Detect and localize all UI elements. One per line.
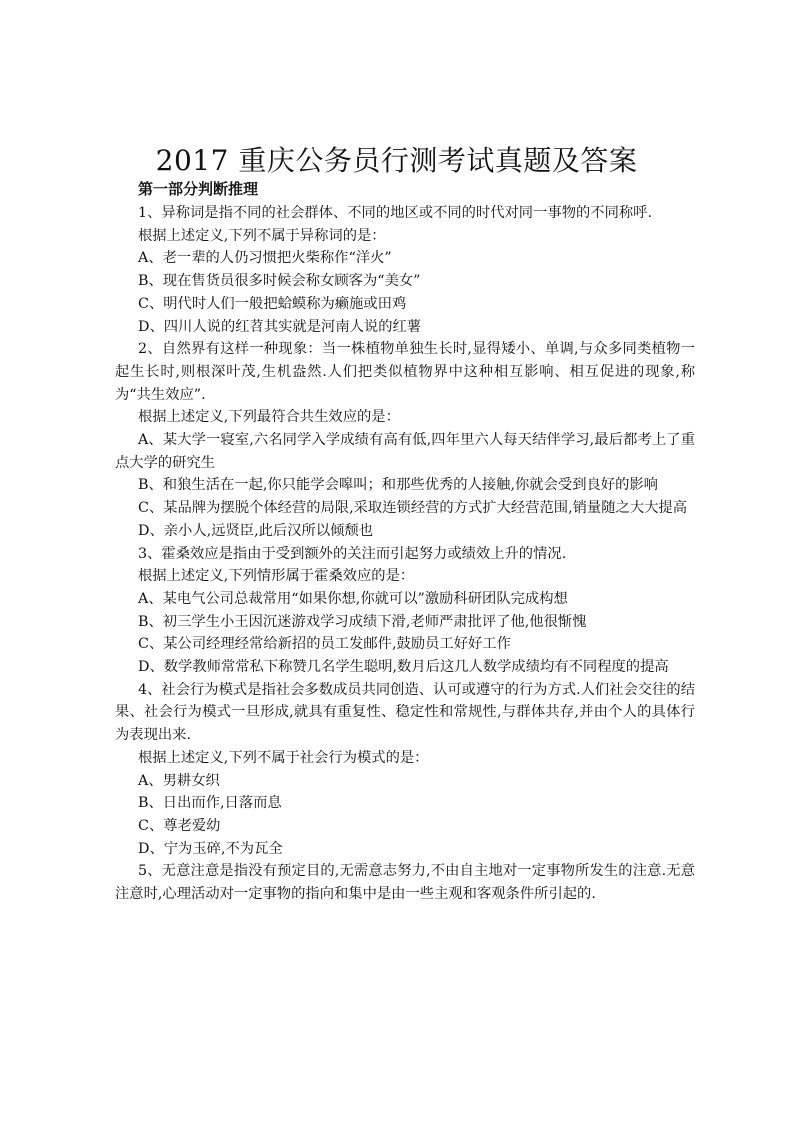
q2-stem: 2、自然界有这样一种现象：当一株植物单独生长时,显得矮小、单调,与众多同类植物一起生长时,则根深叶茂,生机盎然.人们把类似植物界中这种相互影响、相互促进的现象,称为“共生效应”. [115, 341, 695, 403]
q3-option-b: B、初三学生小王因沉迷游戏学习成绩下滑,老师严肃批评了他,他很惭愧 [138, 613, 587, 630]
q3-stem: 3、霍桑效应是指由于受到额外的关注而引起努力或绩效上升的情况. [138, 545, 567, 562]
document-body [115, 202, 695, 906]
q4-option-a: A、男耕女织 [138, 772, 220, 789]
q4-option-c: C、尊老爱幼 [138, 817, 221, 834]
q1-option-d: D、四川人说的红苕其实就是河南人说的红薯 [138, 318, 422, 335]
q1-option-c: C、明代时人们一般把蛤蟆称为癞施或田鸡 [138, 295, 407, 312]
q1-stem: 1、异称词是指不同的社会群体、不同的地区或不同的时代对同一事物的不同称呼. [138, 205, 653, 221]
q4-stem: 4、社会行为模式是指社会多数成员共同创造、认可或遵守的行为方式.人们社会交往的结果、社会行为模式一旦形成,就具有重复性、稳定性和常规性,与群体共存,并由个人的具体行为表现出来. [115, 681, 695, 744]
q3-option-c: C、某公司经理经常给新招的员工发邮件,鼓励员工好好工作 [138, 636, 511, 653]
q2-option-b: B、和狼生活在一起,你只能学会嗥叫；和那些优秀的人接触,你就会受到良好的影响 [138, 477, 658, 494]
q5-stem: 5、无意注意是指没有预定目的,无需意志努力,不由自主地对一定事物所发生的注意.无意注意时,心理活动对一定事物的指向和集中是由一些主观和客观条件所引起的. [115, 863, 695, 903]
q1-option-b: B、现在售货员很多时候会称女顾客为“美女” [138, 273, 421, 290]
q1-option-a: A、老一辈的人仍习惯把火柴称作“洋火” [138, 250, 392, 267]
q4-option-b: B、日出而作,日落而息 [138, 795, 282, 812]
q2-option-d: D、亲小人,远贤臣,此后汉所以倾颓也 [138, 522, 374, 539]
q2-option-c: C、某品牌为摆脱个体经营的局限,采取连锁经营的方式扩大经营范围,销量随之大大提高 [138, 500, 688, 517]
q3-option-a: A、某电气公司总裁常用“如果你想,你就可以”激励科研团队完成构想 [138, 590, 568, 607]
document-title: 2017 重庆公务员行测考试真题及答案 [155, 144, 638, 177]
q2-prompt: 根据上述定义,下列最符合共生效应的是： [138, 409, 400, 426]
q1-prompt: 根据上述定义,下列不属于异称词的是： [138, 227, 386, 244]
q3-option-d: D、数学教师常常私下称赞几名学生聪明,数月后这几人数学成绩均有不同程度的提高 [138, 659, 669, 676]
q3-prompt: 根据上述定义,下列情形属于霍桑效应的是： [138, 568, 415, 585]
q4-option-d: D、宁为玉碎,不为瓦全 [138, 840, 283, 857]
q2-option-a: A、某大学一寝室,六名同学入学成绩有高有低,四年里六人每天结伴学习,最后都考上了重点大学的研究生 [115, 432, 695, 471]
section-heading: 第一部分判断推理 [138, 180, 259, 198]
q4-prompt: 根据上述定义,下列不属于社会行为模式的是： [138, 749, 429, 766]
